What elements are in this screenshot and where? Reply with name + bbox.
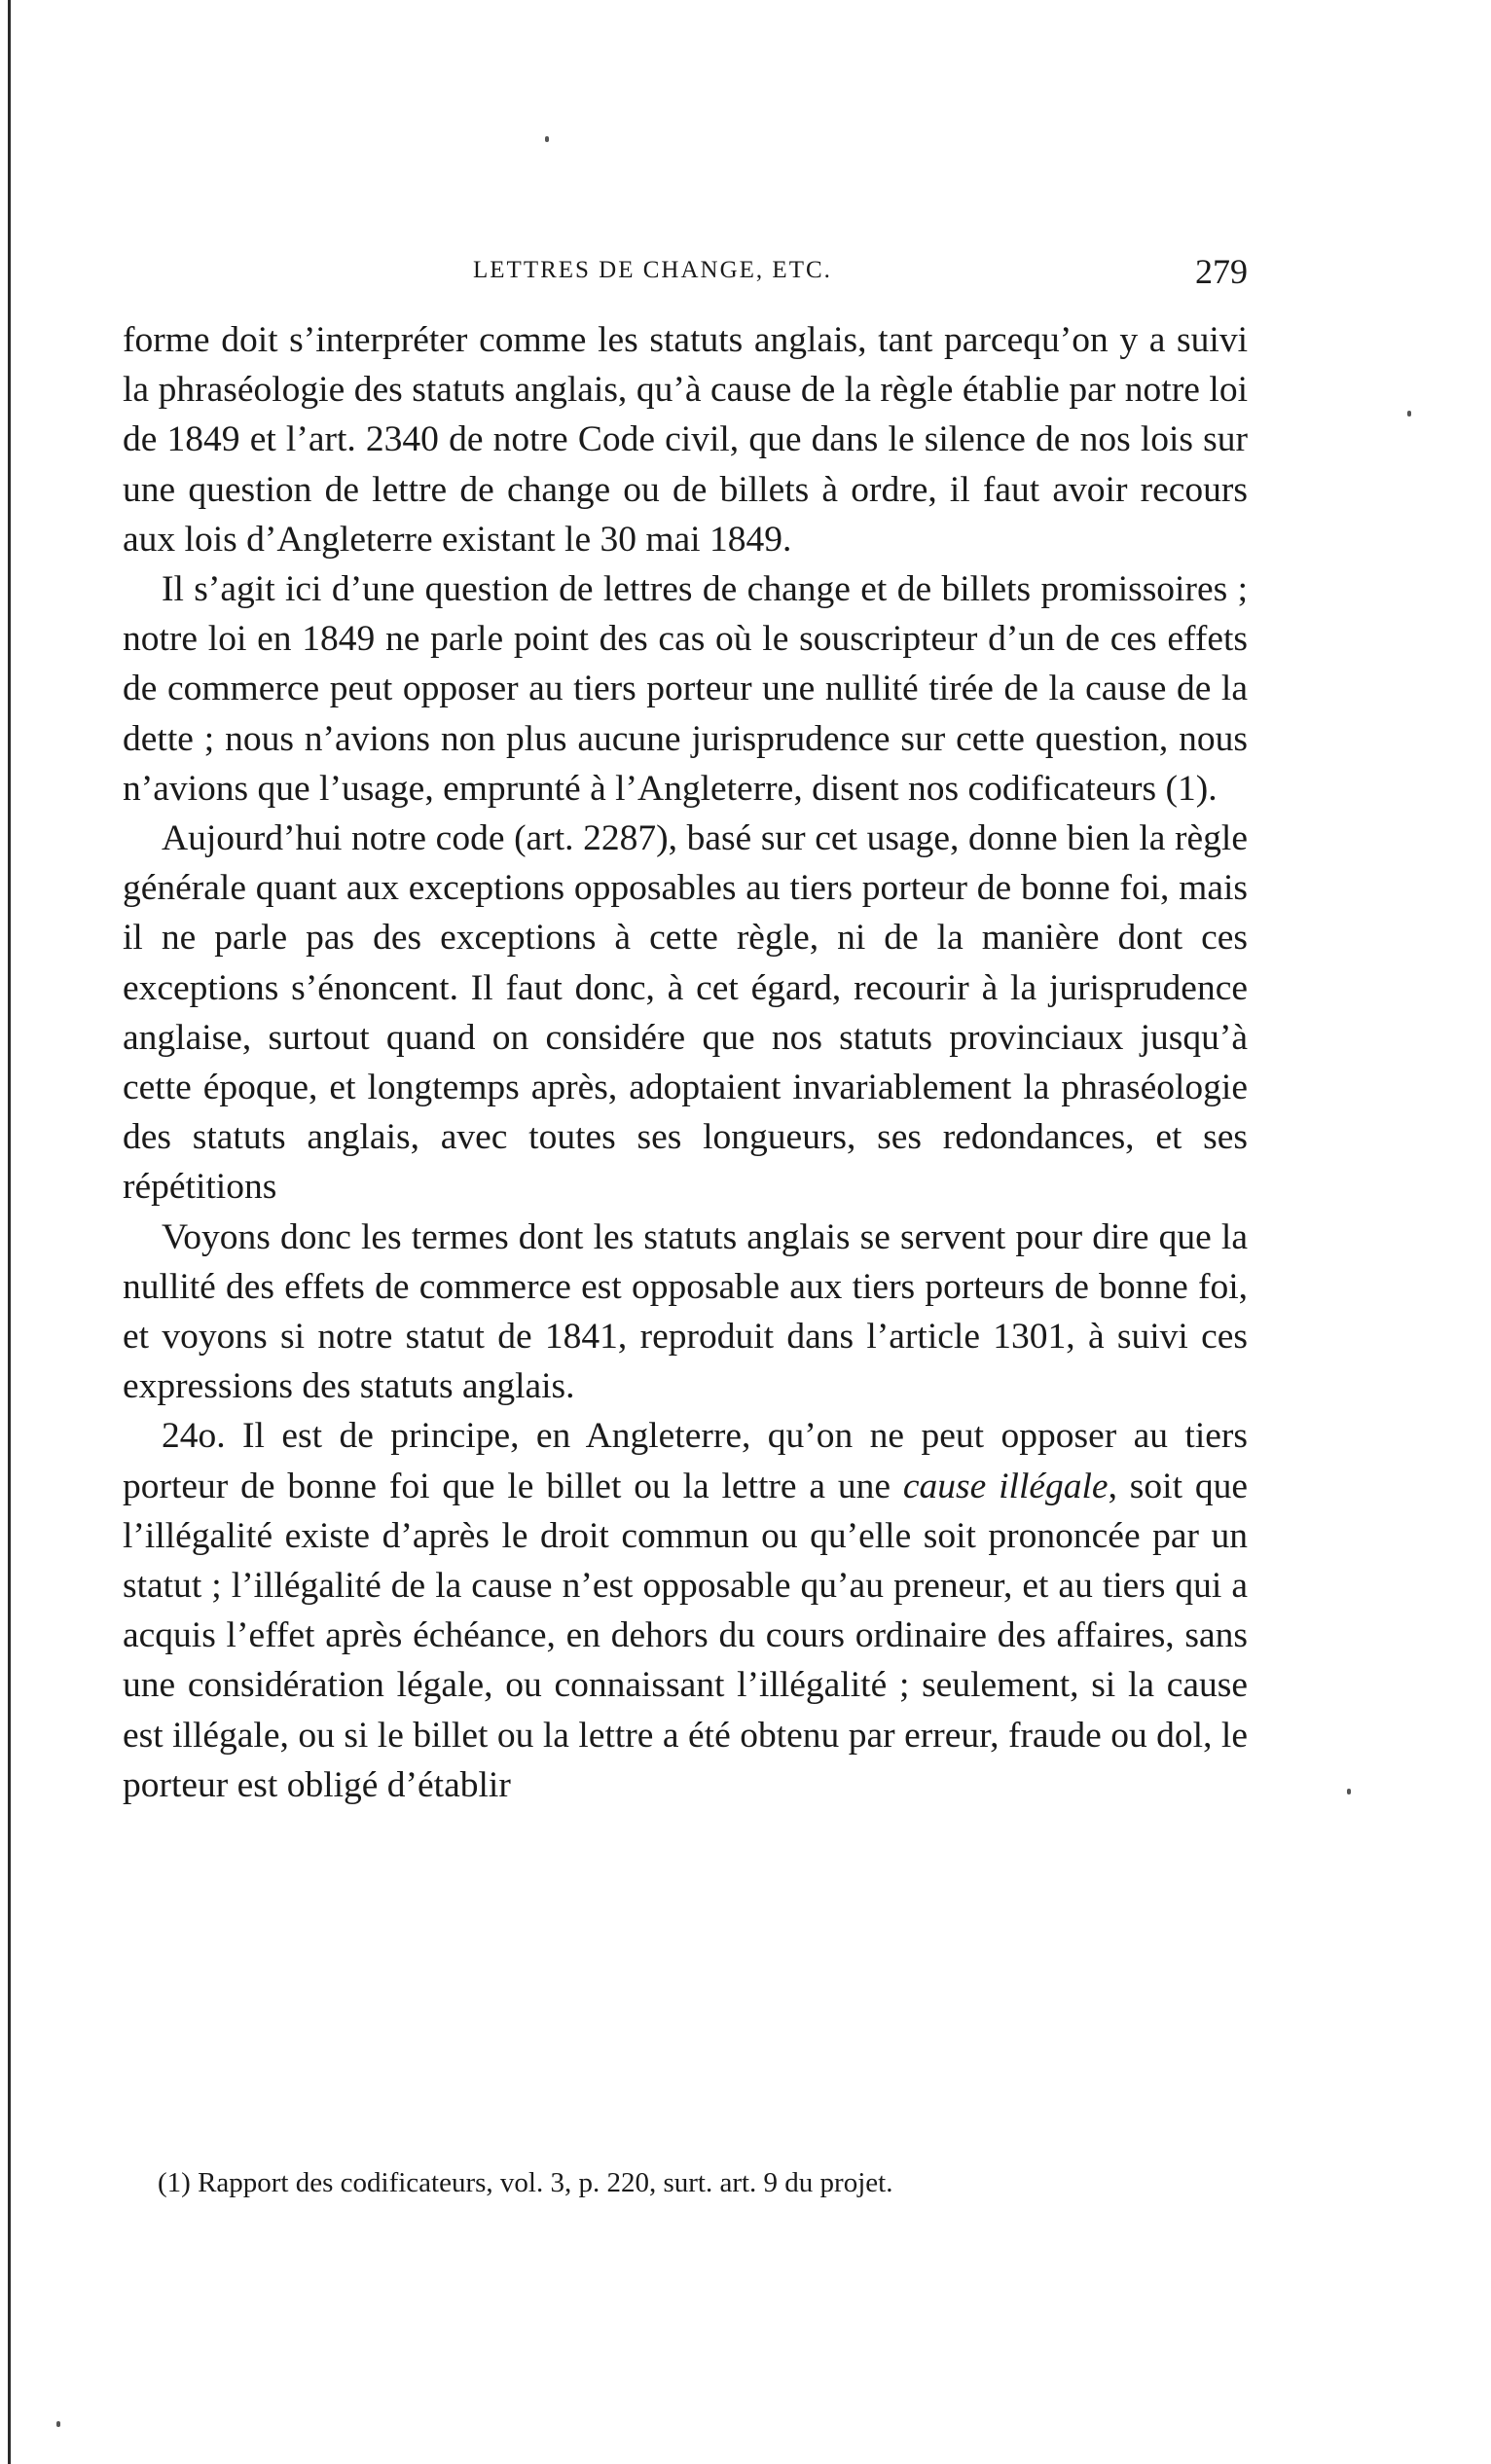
page-number: 279 — [1195, 252, 1248, 291]
paragraph-voyons: Voyons donc les termes dont les statuts anglais se servent pour dire que la nullité des effets de commerce est opposable aux tiers porteurs de bonne foi, et voyons si notre statut de 1841, reproduit dans l’article 1301, à suivi ces expressions des statuts anglais. — [123, 1216, 1248, 1407]
running-title: LETTRES DE CHANGE, ETC. — [473, 257, 832, 283]
print-speck — [56, 2421, 60, 2427]
book-page — [123, 0, 1248, 2464]
paragraph-aujourdhui: Aujourd’hui notre code (art. 2287), basé sur cet usage, donne bien la règle générale quant aux exceptions opposables au tiers porteur de bonne foi, mais il ne parle pas des exceptions à cette règle, ni de la manière dont ces exceptions s’énoncent. Il faut donc, à cet égard, recourir à la jurisprudence anglaise, surtout quand on considére que nos statuts provinciaux jusqu’à cette époque, et longtemps après, adoptaient invariablement la phraséologie des statuts anglais, avec toutes ses longueurs, ses redondances, et ses répétitions — [123, 818, 1248, 1208]
paragraph-240-start: 24o. Il est de principe, en Angleterre, qu’on ne peut opposer au tiers porteur de bonne foi que le billet ou la lettre a une — [123, 1416, 1248, 1506]
paragraph-question-lettres: Il s’agit ici d’une question de lettres de change et de billets promissoires ; notre loi en 1849 ne parle point des cas où le souscripteur d’un de ces effets de commerce peut opposer au tiers porteur une nullité tirée de la cause de la dette ; nous n’avions non plus aucune jurisprudence sur cette question, nous n’avions que l’usage, emprunté à l’Angleterre, disent nos codificateurs (1). — [123, 569, 1248, 809]
paragraph-continued: forme doit s’interpréter comme les statuts anglais, tant parcequ’on y a suivi la phraséologie des statuts anglais, qu’à cause de la règle établie par notre loi de 1849 et l’art. 2340 de notre Code civil, que dans le silence de nos lois sur une question de lettre de change ou de billets à ordre, il faut avoir recours aux lois d’Angleterre existant le 30 mai 1849. — [123, 320, 1248, 560]
italic-term-cause-illegale: cause illégale — [902, 1466, 1109, 1506]
paragraph-section-240 — [123, 1411, 1248, 1810]
print-speck — [1407, 411, 1411, 417]
paragraph-240-rest: , soit que l’illégalité existe d’après le droit commun ou qu’elle soit prononcée par un statut ; l’illégalité de la cause n’est opposable qu’au preneur, et au tiers qui a acquis l’effet après échéance, en dehors du cours ordinaire des affaires, sans une considération légale, ou connaissant l’illégalité ; seulement, si la cause est illégale, ou si le billet ou la lettre a été obtenu par erreur, fraude ou dol, le porteur est obligé d’établir — [123, 1466, 1248, 1805]
body-text — [123, 315, 1248, 1810]
page-header — [123, 251, 1248, 290]
footnote: (1) Rapport des codificateurs, vol. 3, p. 220, surt. art. 9 du projet. — [158, 2167, 893, 2198]
print-speck — [545, 136, 549, 142]
print-speck — [1347, 1789, 1351, 1794]
page-edge-rule — [8, 0, 11, 2464]
